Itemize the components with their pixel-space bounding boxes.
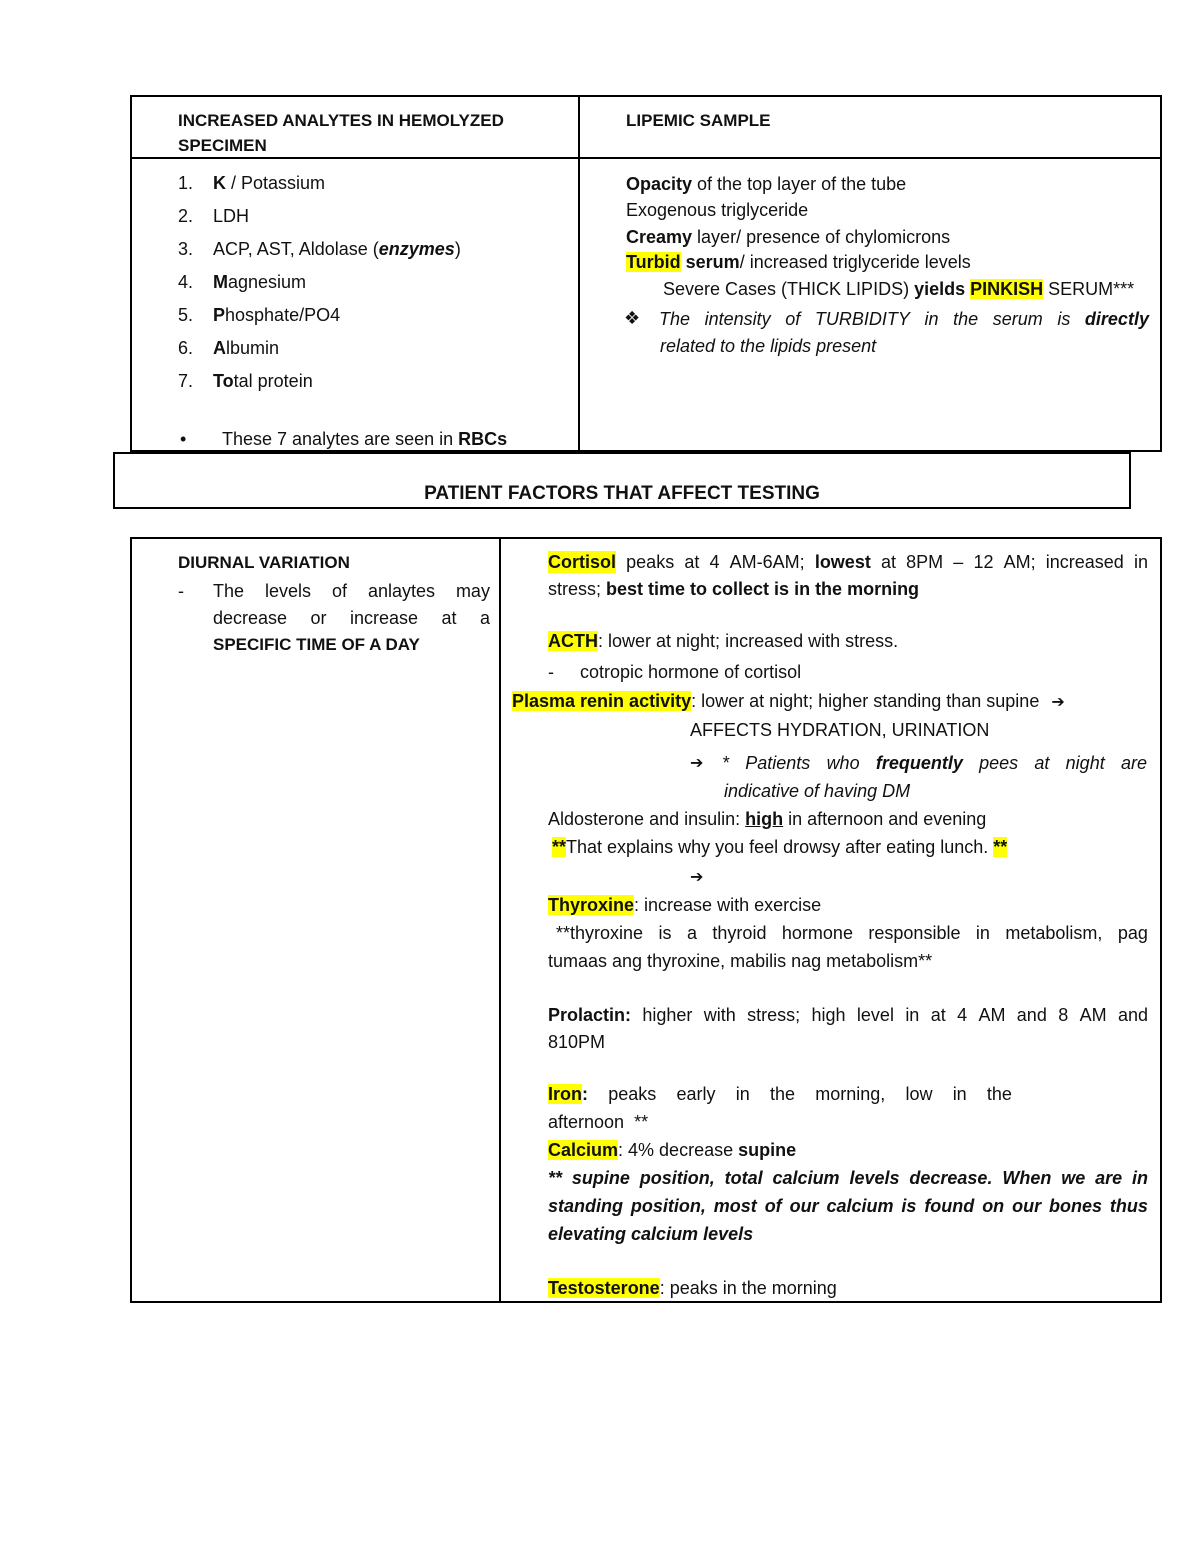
hemolyzed-header: INCREASED ANALYTES IN HEMOLYZED SPECIMEN bbox=[178, 111, 504, 155]
arrow-icon: ➔ bbox=[690, 753, 704, 772]
drowsy-line: **That explains why you feel drowsy after eating lunch. ** bbox=[552, 837, 1008, 857]
dm-line: * Patients who frequently pees at night are bbox=[722, 753, 1147, 773]
lipemic-line: Creamy layer/ presence of chylomicrons bbox=[626, 227, 951, 247]
iron-line: afternoon ** bbox=[548, 1112, 649, 1132]
lipemic-line: Opacity of the top layer of the tube bbox=[626, 174, 907, 194]
thyroxine-note: tumaas ang thyroxine, mabilis nag metabolism** bbox=[548, 951, 933, 971]
list-item: 5. Phosphate/PO4 bbox=[178, 305, 341, 325]
calcium-note: elevating calcium levels bbox=[548, 1224, 754, 1244]
acth-sub: - cotropic hormone of cortisol bbox=[548, 662, 802, 682]
list-item: 4. Magnesium bbox=[178, 272, 307, 292]
dm-line: indicative of having DM bbox=[724, 781, 911, 801]
diurnal-desc-line: The levels of anlaytes may bbox=[213, 581, 490, 601]
list-item: 1. K / Potassium bbox=[178, 173, 326, 193]
lipemic-header: LIPEMIC SAMPLE bbox=[626, 111, 771, 130]
diurnal-desc-line: decrease or increase at a bbox=[213, 608, 490, 628]
lipemic-line: Severe Cases (THICK LIPIDS) yields PINKISH SERUM*** bbox=[663, 279, 1135, 299]
renin-line: Plasma renin activity: lower at night; higher standing than supine ➔ bbox=[512, 691, 1065, 711]
dash-mark: - bbox=[178, 581, 184, 601]
testosterone-line: Testosterone: peaks in the morning bbox=[548, 1278, 837, 1298]
thyroxine-note: **thyroxine is a thyroid hormone responsible in metabolism, pag bbox=[556, 923, 1148, 943]
cortisol-line: stress; best time to collect is in the morning bbox=[548, 579, 920, 599]
diurnal-variation-title: DIURNAL VARIATION bbox=[178, 553, 350, 572]
iron-line: Iron: peaks early in the morning, low in the bbox=[548, 1084, 1012, 1104]
list-item: 6. Albumin bbox=[178, 338, 280, 358]
cortisol-line: Cortisol peaks at 4 AM-6AM; lowest at 8PM – 12 AM; increased in bbox=[548, 552, 1148, 572]
bullet-icon: • bbox=[180, 429, 187, 449]
diamond-icon: ❖ bbox=[624, 308, 641, 329]
table1-column-divider bbox=[578, 95, 580, 452]
list-item: 7. Total protein bbox=[178, 371, 313, 391]
section-title: PATIENT FACTORS THAT AFFECT TESTING bbox=[424, 483, 820, 504]
thyroxine-line: Thyroxine: increase with exercise bbox=[548, 895, 822, 915]
list-item: 2. LDH bbox=[178, 206, 250, 226]
table1-header-divider bbox=[130, 157, 1162, 159]
rbc-note: • These 7 analytes are seen in RBCs bbox=[180, 429, 508, 449]
lipemic-line: Exogenous triglyceride bbox=[626, 200, 809, 220]
prolactin-line: Prolactin: higher with stress; high level in at 4 AM and 8 AM and bbox=[548, 1005, 1148, 1025]
acth-line: ACTH: lower at night; increased with stress. bbox=[548, 631, 899, 651]
lipemic-line: related to the lipids present bbox=[660, 336, 877, 356]
list-item: 3. ACP, AST, Aldolase (enzymes) bbox=[178, 239, 461, 259]
diurnal-desc-bold: SPECIFIC TIME OF A DAY bbox=[213, 635, 420, 654]
calcium-line: Calcium: 4% decrease supine bbox=[548, 1140, 797, 1160]
arrow-icon: ➔ bbox=[1051, 692, 1065, 711]
table2-column-divider bbox=[499, 537, 501, 1303]
renin-sub: AFFECTS HYDRATION, URINATION bbox=[690, 720, 990, 740]
arrow-icon: ➔ bbox=[690, 867, 704, 886]
aldosterone-line: Aldosterone and insulin: high in afternoon and evening bbox=[548, 809, 987, 829]
calcium-note: ** supine position, total calcium levels decrease. When we are in bbox=[548, 1168, 1148, 1188]
lipemic-line: Turbid serum/ increased triglyceride levels bbox=[626, 252, 971, 272]
calcium-note: standing position, most of our calcium is found on our bones thus bbox=[548, 1196, 1148, 1216]
prolactin-line: 810PM bbox=[548, 1032, 606, 1052]
lipemic-line: The intensity of TURBIDITY in the serum is directly bbox=[659, 309, 1149, 329]
